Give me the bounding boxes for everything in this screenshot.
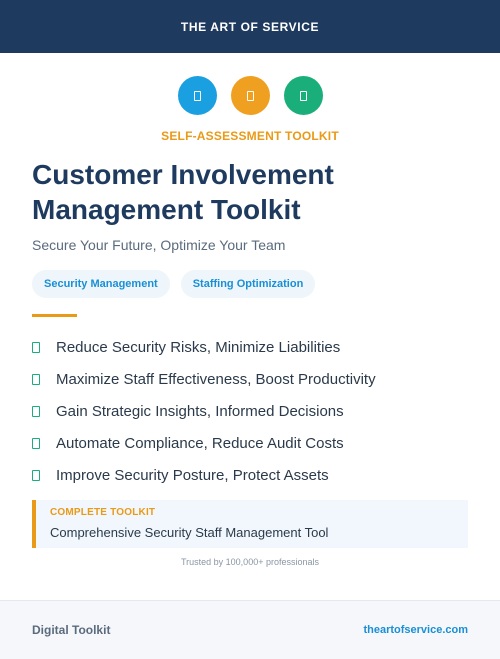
feature-list (32, 331, 376, 491)
feature-item (32, 459, 376, 491)
callout-label: COMPLETE TOOLKIT (50, 507, 156, 518)
brand-name: THE ART OF SERVICE (180, 19, 320, 34)
trust-line: Trusted by 100,000+ professionals (180, 557, 319, 567)
footer-website-link[interactable]: theartofservice.com (363, 624, 468, 636)
feature-text: Gain Strategic Insights, Informed Decisions (56, 402, 344, 420)
feature-text: Maximize Staff Effectiveness, Boost Productivity (56, 370, 376, 388)
title-line-2: Management Toolkit (32, 194, 301, 225)
page-title (32, 157, 472, 227)
feature-text: Improve Security Posture, Protect Assets (56, 466, 329, 484)
check-icon (32, 406, 40, 417)
check-icon (32, 470, 40, 481)
feature-text: Automate Compliance, Reduce Audit Costs (56, 434, 344, 452)
footer (0, 600, 500, 659)
subtitle: Secure Your Future, Optimize Your Team (32, 237, 286, 253)
feature-text: Reduce Security Risks, Minimize Liabilities (56, 338, 341, 356)
tag-staffing-optimization: Staffing Optimization (181, 270, 316, 298)
complete-toolkit-callout (32, 500, 468, 548)
book-icon (178, 76, 217, 115)
accent-divider (32, 314, 77, 317)
feature-item (32, 331, 376, 363)
title-line-1: Customer Involvement (32, 159, 334, 190)
feature-item (32, 395, 376, 427)
footer-label: Digital Toolkit (32, 623, 111, 637)
check-icon (32, 342, 40, 353)
icon-row (0, 76, 500, 115)
tag-list (32, 270, 315, 298)
feature-item (32, 427, 376, 459)
check-icon (32, 374, 40, 385)
clipboard-icon (231, 76, 270, 115)
top-bar (0, 0, 500, 53)
kicker: SELF-ASSESSMENT TOOLKIT (161, 129, 339, 143)
callout-text: Comprehensive Security Staff Management Tool (50, 525, 329, 540)
feature-item (32, 363, 376, 395)
tag-security-management: Security Management (32, 270, 170, 298)
check-icon (32, 438, 40, 449)
document-icon (284, 76, 323, 115)
